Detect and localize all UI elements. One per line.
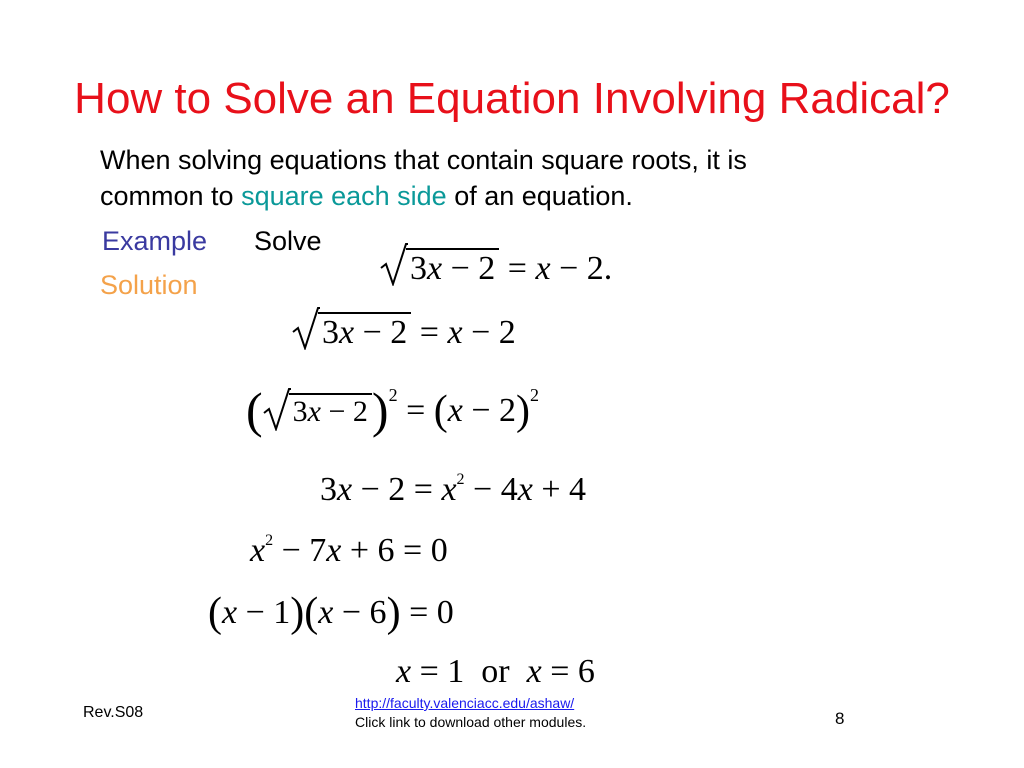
revision-label: Rev.S08 xyxy=(83,704,144,721)
solve-label: Solve xyxy=(254,226,322,256)
intro-line-2-end: of an equation. xyxy=(446,181,633,211)
radical-sign-icon xyxy=(263,387,291,431)
slide-title: How to Solve an Equation Involving Radical? xyxy=(74,74,950,123)
radical: 3x − 2 xyxy=(263,393,372,427)
radical-sign-icon xyxy=(380,242,408,286)
intro-line-2-start: common to xyxy=(100,181,242,211)
modules-link[interactable]: http://faculty.valenciacc.edu/ashaw/ xyxy=(355,695,575,711)
solution-label: Solution xyxy=(100,270,198,300)
intro-line-1: When solving equations that contain square roots, it is xyxy=(100,145,747,175)
solution-step-6: x = 1 or x = 6 xyxy=(396,653,595,690)
radical: 3x − 2 xyxy=(292,312,411,350)
solution-step-5: (x − 1)(x − 6) = 0 xyxy=(208,590,454,636)
problem-equation: 3x − 2 = x − 2. xyxy=(380,248,612,286)
solution-step-3: $3x - 2 = x^2 - 4x + 4$ xyxy=(320,471,587,508)
solution-step-4: $x^2 - 7x + 6 = 0$ xyxy=(250,532,448,569)
solution-step-2: ( $3x - 2)^2 = (x - 2)^2$ xyxy=(246,382,540,438)
link-caption: Click link to download other modules. xyxy=(355,714,587,730)
footer-link-block xyxy=(355,694,586,732)
square-each-side-highlight: square each side xyxy=(241,181,447,211)
radical: 3x − 2 xyxy=(380,248,499,286)
intro-line-2 xyxy=(100,178,980,214)
solution-step-1: 3x − 2 = x − 2 xyxy=(292,312,516,350)
radical-sign-icon xyxy=(292,306,320,350)
intro-paragraph xyxy=(100,142,980,214)
page-number: 8 xyxy=(835,709,845,728)
example-label: Example xyxy=(102,226,208,256)
